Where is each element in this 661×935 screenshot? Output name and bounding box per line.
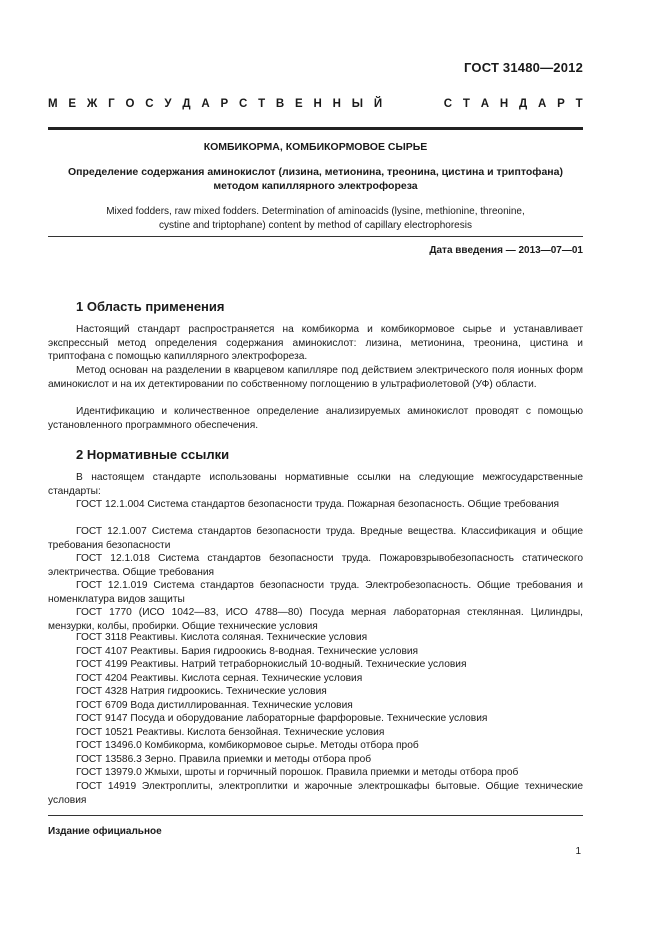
- banner-letter: Д: [182, 98, 191, 110]
- reference-text: ГОСТ 12.1.004 Система стандартов безопасности труда. Пожарная безопасность. Общие требования: [76, 499, 560, 510]
- paragraph-text: Метод основан на разделении в кварцевом капилляре под действием электрического поля ионных форм аминокислот и на их детектировании по собственному поглощению в ультрафиолетовой (УФ) области.: [48, 365, 583, 390]
- banner-letter: А: [201, 98, 210, 110]
- document-number: ГОСТ 31480—2012: [464, 60, 583, 75]
- banner-letter: А: [480, 98, 490, 110]
- reference-item: ГОСТ 13496.0 Комбикорма, комбикормовое сырье. Методы отбора проб: [76, 740, 419, 751]
- reference-item: [48, 525, 583, 552]
- page-number: 1: [575, 846, 581, 857]
- reference-item: ГОСТ 4107 Реактивы. Бария гидроокись 8-водная. Технические условия: [76, 646, 419, 657]
- introduction-date: Дата введения — 2013—07—01: [429, 245, 583, 256]
- reference-item: ГОСТ 3118 Реактивы. Кислота соляная. Технические условия: [76, 632, 368, 643]
- banner-letter: С: [443, 98, 453, 110]
- paragraph: [48, 471, 583, 498]
- reference-item: ГОСТ 4199 Реактивы. Натрий тетраборнокислый 10-водный. Технические условия: [76, 659, 467, 670]
- banner-letter: Н: [313, 98, 322, 110]
- reference-text: ГОСТ 1770 (ИСО 1042—83, ИСО 4788—80) Посуда мерная лабораторная стеклянная. Цилиндры, мензурки, колбы, пробирки. Общие технические условия: [48, 607, 583, 632]
- document-title: КОМБИКОРМА, КОМБИКОРМОВОЕ СЫРЬЕ: [203, 141, 428, 153]
- reference-item: ГОСТ 9147 Посуда и оборудование лабораторные фарфоровые. Технические условия: [76, 713, 488, 724]
- english-title-line: cystine and triptophane) content by method of capillary electrophoresis: [159, 219, 472, 231]
- banner-letter: Р: [557, 98, 565, 110]
- reference-item: [48, 552, 583, 579]
- header-rule: [48, 127, 583, 130]
- paragraph: [48, 405, 583, 432]
- english-title-line: Mixed fodders, raw mixed fodders. Determination of aminoacids (lysine, methionine, threonine,: [106, 206, 525, 217]
- reference-item: ГОСТ 13586.3 Зерно. Правила приемки и методы отбора проб: [76, 754, 372, 765]
- banner-letter: А: [537, 98, 547, 110]
- reference-item: ГОСТ 6709 Вода дистиллированная. Технические условия: [76, 700, 353, 711]
- paragraph-text: В настоящем стандарте использованы нормативные ссылки на следующие межгосударственные стандарты:: [48, 472, 583, 497]
- banner-letter: М: [48, 98, 58, 110]
- banner-letter: Е: [68, 98, 77, 110]
- reference-text: ГОСТ 12.1.007 Система стандартов безопасности труда. Вредные вещества. Классификация и общие требования безопасности: [48, 526, 583, 551]
- reference-item: ГОСТ 10521 Реактивы. Кислота бензойная. Технические условия: [76, 727, 385, 738]
- section-heading: 2 Нормативные ссылки: [76, 447, 230, 462]
- reference-item: ГОСТ 4204 Реактивы. Кислота серная. Технические условия: [76, 673, 363, 684]
- section-heading: 1 Область применения: [76, 299, 225, 314]
- edition-note: Издание официальное: [48, 826, 162, 837]
- reference-item: [48, 606, 583, 633]
- banner-letter: У: [164, 98, 172, 110]
- banner-letter: В: [275, 98, 285, 110]
- banner-letter: О: [125, 98, 135, 110]
- reference-item: [48, 498, 583, 512]
- banner-letter: Н: [332, 98, 341, 110]
- banner-letter: Е: [295, 98, 303, 110]
- paragraph: [48, 323, 583, 364]
- reference-text: ГОСТ 12.1.018 Система стандартов безопасности труда. Пожаровзрывобезопасность статического электричества. Общие требования: [48, 553, 583, 578]
- english-title: [70, 205, 561, 232]
- reference-text: ГОСТ 14919 Электроплиты, электроплитки и жарочные электрошкафы бытовые. Общие технические условия: [48, 781, 583, 806]
- banner-letter: Г: [108, 98, 115, 110]
- banner-letter: Т: [462, 98, 470, 110]
- banner-letter: Н: [499, 98, 509, 110]
- banner-letter: С: [145, 98, 154, 110]
- interstate-standard-banner: [48, 98, 583, 110]
- banner-letter: Р: [220, 98, 229, 110]
- reference-item: [48, 579, 583, 606]
- reference-item: ГОСТ 4328 Натрия гидроокись. Технические условия: [76, 686, 327, 697]
- footer-rule: [48, 815, 583, 816]
- banner-letter: Ы: [351, 98, 364, 110]
- title-rule: [48, 236, 583, 237]
- banner-letter: Т: [258, 98, 266, 110]
- banner-gap: [393, 98, 433, 110]
- paragraph: [48, 364, 583, 391]
- banner-letter: Д: [518, 98, 528, 110]
- banner-letter: Й: [373, 98, 383, 110]
- document-subtitle: [60, 165, 571, 193]
- reference-text: ГОСТ 12.1.019 Система стандартов безопасности труда. Электробезопасность. Общие требования и номенклатура видов защиты: [48, 580, 583, 605]
- banner-letter: С: [238, 98, 248, 110]
- banner-letter: Ж: [86, 98, 98, 110]
- paragraph-text: Настоящий стандарт распространяется на комбикорма и комбикормовое сырье и устанавливает экспрессный метод определения содержания аминокислот: лизина, метионина, треонина, цистина и триптофана с помощью капиллярного электрофореза.: [48, 324, 583, 363]
- reference-item: ГОСТ 13979.0 Жмыхи, шроты и горчичный порошок. Правила приемки и методы отбора проб: [76, 767, 519, 778]
- subtitle-line: методом капиллярного электрофореза: [213, 180, 418, 192]
- banner-letter: Т: [575, 98, 583, 110]
- reference-item: [48, 780, 583, 807]
- paragraph-text: Идентификацию и количественное определение анализируемых аминокислот проводят с помощью установленного программного обеспечения.: [48, 406, 583, 431]
- subtitle-line: Определение содержания аминокислот (лизина, метионина, треонина, цистина и триптофана): [68, 166, 563, 178]
